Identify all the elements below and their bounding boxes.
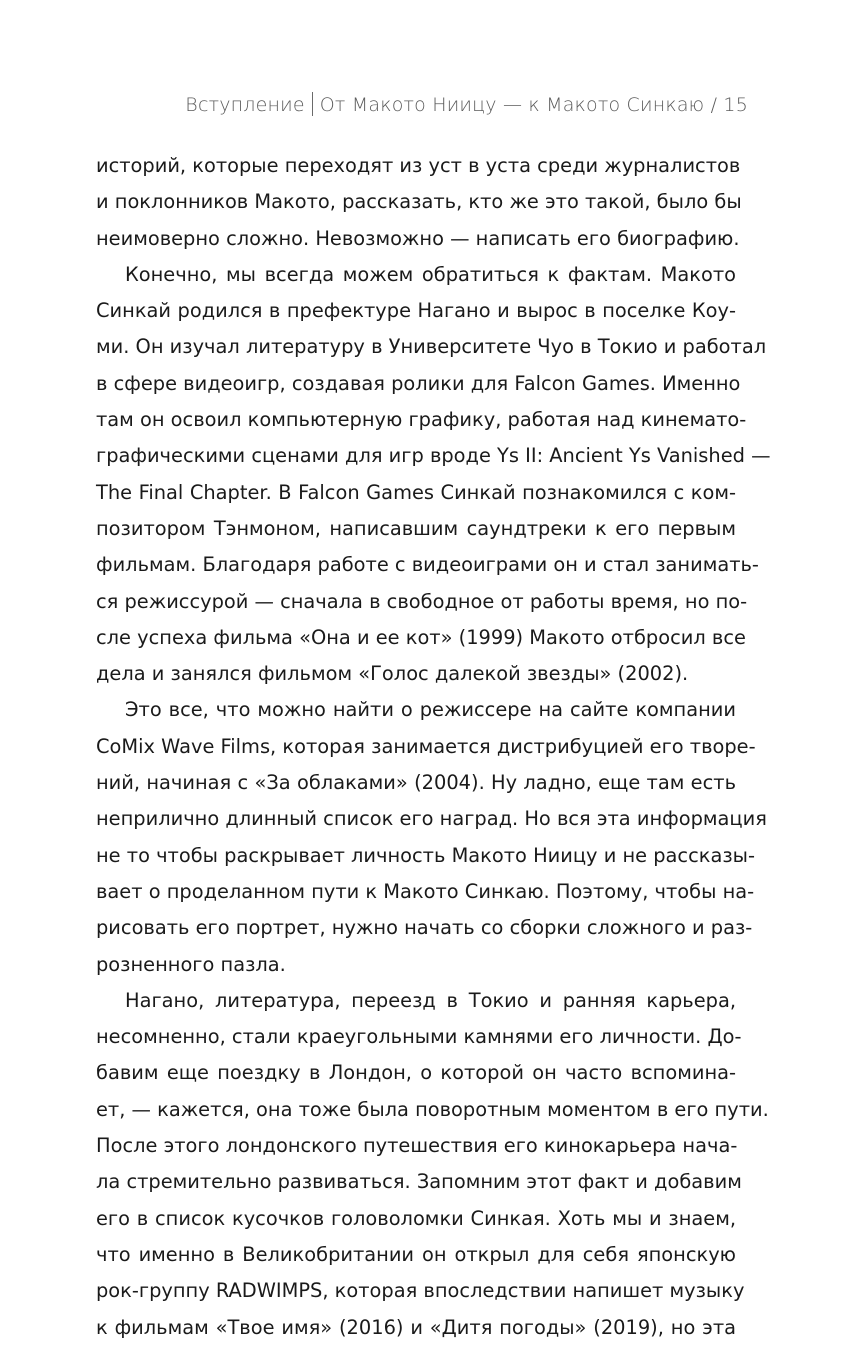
header-section: Вступление <box>185 94 305 116</box>
text-line: Нагано, литература, переезд в Токио и ранняя карьера, <box>125 988 736 1012</box>
text-line: CoMix Wave Films, которая занимается дистрибуцией его творе- <box>96 734 756 758</box>
text-line: The Final Chapter. В Falcon Games Синкай познакомился с ком- <box>96 480 736 504</box>
text-line: там он освоил компьютерную графику, работая над кинемато- <box>96 408 747 432</box>
text-line: розненного пазла. <box>96 952 286 976</box>
text-line: рок-группу RADWIMPS, которая впоследствии напишет музыку <box>96 1279 745 1303</box>
text-line: в сфере видеоигр, создавая ролики для Falcon Games. Именно <box>96 371 741 395</box>
text-line: позитором Тэнмоном, написавшим саундтреки к его первым <box>96 516 736 540</box>
header-chapter: От Макото Ниицу — к Макото Синкаю <box>319 94 705 116</box>
text-line: Это все, что можно найти о режиссере на сайте компании <box>125 698 736 722</box>
text-line: неприлично длинный список его наград. Но вся эта информация <box>96 807 767 831</box>
header-divider <box>312 92 313 116</box>
text-line: его в список кусочков головоломки Синкая. Хоть мы и знаем, <box>96 1206 736 1230</box>
text-line: ми. Он изучал литературу в Университете Чуо в Токио и работал <box>96 335 767 359</box>
text-line: вает о проделанном пути к Макото Синкаю. Поэтому, чтобы на- <box>96 879 755 903</box>
text-line: историй, которые переходят из уст в уста среди журналистов <box>96 154 741 177</box>
text-line: ла стремительно развиваться. Запомним этот факт и добавим <box>96 1170 742 1194</box>
text-line: После этого лондонского путешествия его кинокарьера нача- <box>96 1134 738 1158</box>
text-line: неимоверно сложно. Невозможно — написать его биографию. <box>96 226 740 250</box>
text-line: Конечно, мы всегда можем обратиться к фактам. Макото <box>125 262 736 286</box>
text-line: ся режиссурой — сначала в свободное от работы время, но по- <box>96 589 748 613</box>
text-line: что именно в Великобритании он открыл для себя японскую <box>96 1242 736 1266</box>
text-line: бавим еще поездку в Лондон, о которой он часто вспомина- <box>96 1061 736 1085</box>
text-line: несомненно, стали краеугольными камнями его личности. До- <box>96 1025 742 1049</box>
text-line: и поклонников Макото, рассказать, кто же это такой, было бы <box>96 190 742 214</box>
text-line: сле успеха фильма «Она и ее кот» (1999) Макото отбросил все <box>96 625 746 649</box>
text-line: ет, — кажется, она тоже была поворотным моментом в его пути. <box>96 1097 769 1121</box>
text-line: Синкай родился в префектуре Нагано и вырос в поселке Коу- <box>96 299 736 323</box>
text-line: ний, начиная с «За облаками» (2004). Ну ладно, еще там есть <box>96 771 736 795</box>
text-line: рисовать его портрет, нужно начать со сборки сложного и раз- <box>96 916 753 940</box>
body-text <box>96 148 771 1346</box>
header-slash: / <box>710 94 718 116</box>
running-header <box>185 92 748 116</box>
text-line: фильмам. Благодаря работе с видеоиграми он и стал занимать- <box>96 553 759 577</box>
page-number: 15 <box>723 94 748 116</box>
text-line: не то чтобы раскрывает личность Макото Ниицу и не рассказы- <box>96 843 755 867</box>
text-line: к фильмам «Твое имя» (2016) и «Дитя погоды» (2019), но эта <box>96 1315 736 1339</box>
text-line: графическими сценами для игр вроде Ys II: Ancient Ys Vanished — <box>96 444 771 468</box>
text-line: дела и занялся фильмом «Голос далекой звезды» (2002). <box>96 662 689 686</box>
